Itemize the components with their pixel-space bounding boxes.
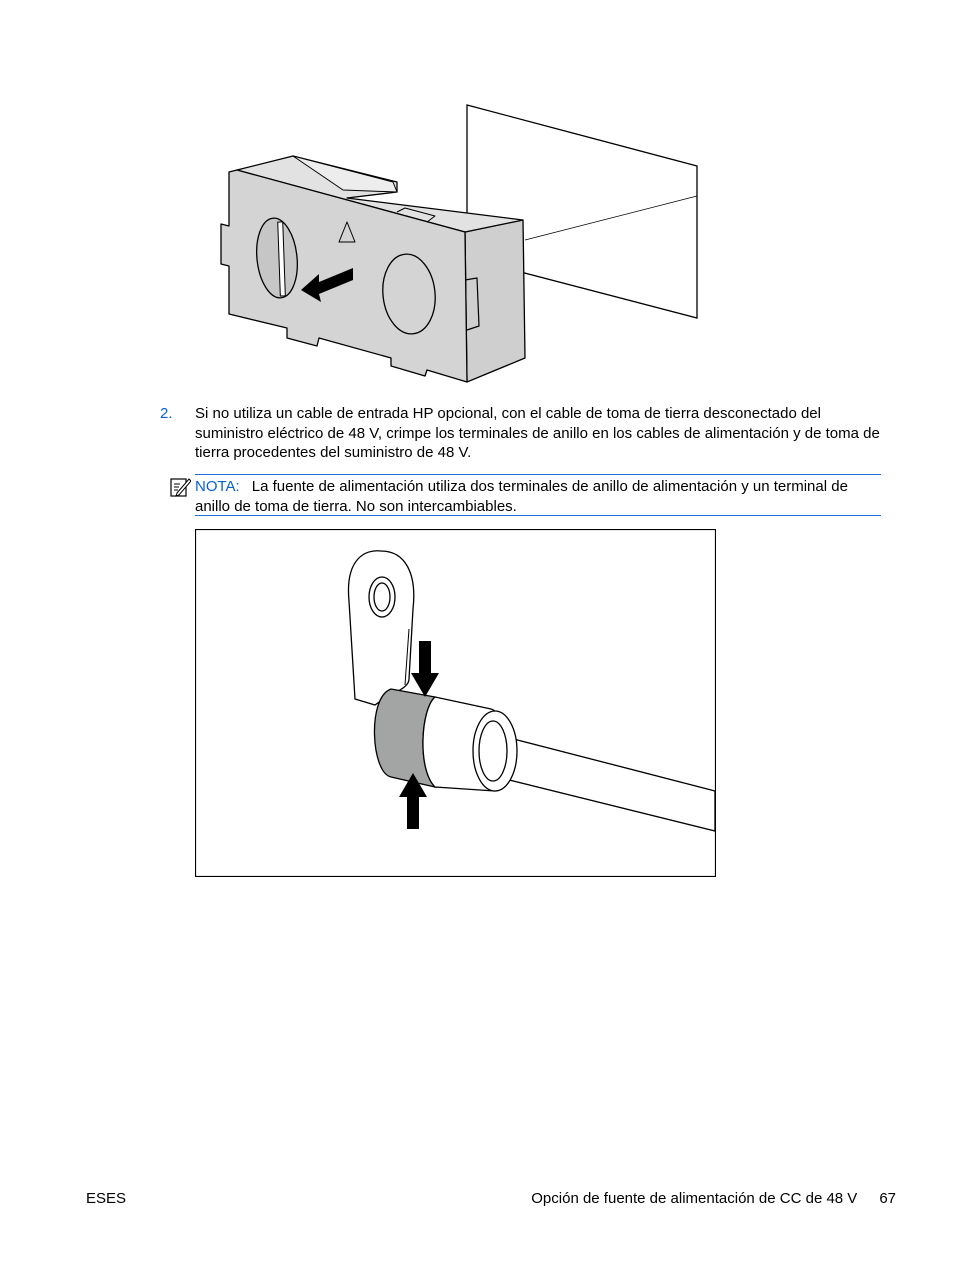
ring-terminal: [348, 551, 413, 705]
footer-section-title: Opción de fuente de alimentación de CC de 48 V: [531, 1190, 858, 1207]
footer-title-page: [531, 1190, 896, 1207]
note-box: [195, 474, 881, 516]
note-text: [195, 477, 881, 516]
page-number: 67: [879, 1190, 896, 1207]
crimp-illustration: [195, 529, 716, 877]
footer-locale: ESES: [86, 1190, 127, 1207]
note-label: NOTA:: [195, 478, 240, 495]
bracket-illustration: [215, 100, 705, 390]
note-pencil-icon: [169, 476, 191, 498]
note-body: La fuente de alimentación utiliza dos terminales de anillo de alimentación y un terminal de anillo de toma de tierra. No son intercambiables.: [195, 478, 848, 515]
step-number: 2.: [160, 405, 173, 422]
step-text: Si no utiliza un cable de entrada HP opcional, con el cable de toma de tierra desconectado del suministro eléctrico de 48 V, crimpe los terminales de anillo en los cables de alimentación y de toma de tierra procedentes del suministro de 48 V.: [195, 405, 880, 461]
